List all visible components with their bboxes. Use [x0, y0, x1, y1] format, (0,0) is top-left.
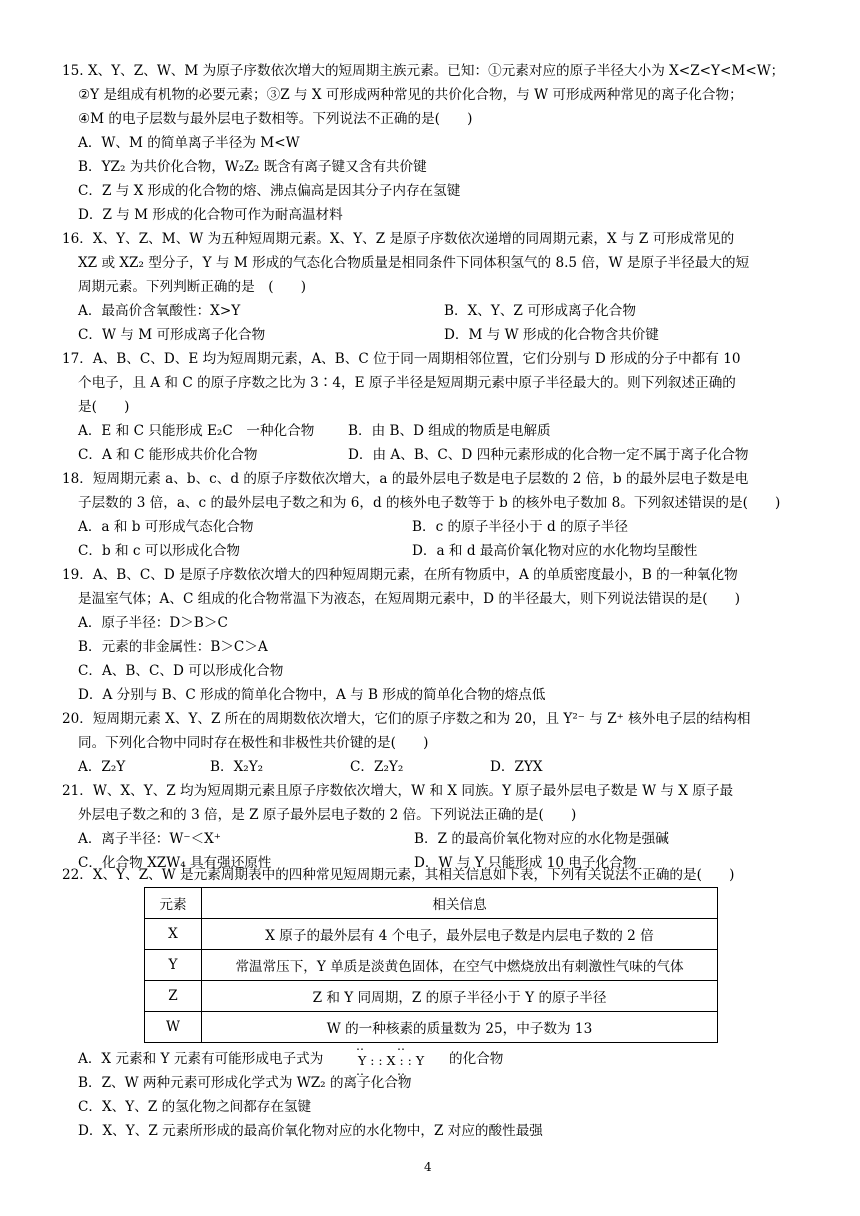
- q17-option-a: A．E 和 C 只能形成 E₂C 一种化合物: [78, 423, 315, 439]
- table-row: [145, 919, 718, 950]
- q19-option-b: B．元素的非金属性：B＞C＞A: [78, 639, 268, 655]
- q20-option-d: D．ZYX: [490, 759, 543, 775]
- page-number: 4: [424, 1160, 432, 1174]
- q16-option-d: D．M 与 W 形成的化合物含共价键: [444, 327, 659, 343]
- table-row: [145, 1012, 718, 1043]
- q19-option-c: C．A、B、C、D 可以形成化合物: [78, 663, 284, 679]
- table-row: [145, 981, 718, 1012]
- q21-line-1: 21．W、X、Y、Z 均为短周期元素且原子序数依次增大，W 和 X 同族。Y 原子最外层电子数是 W 与 X 原子最: [62, 783, 734, 799]
- q15-option-a: A．W、M 的简单离子半径为 M<W: [78, 135, 300, 151]
- q19-line-1: 19．A、B、C、D 是原子序数依次增大的四种短周期元素，在所有物质中，A 的单质密度最小，B 的一种氧化物: [62, 567, 738, 583]
- q16-line-3: 周期元素。下列判断正确的是 ( ): [78, 279, 307, 295]
- q18-option-d: D．a 和 d 最高价氧化物对应的水化物均呈酸性: [412, 543, 698, 559]
- q16-option-b: B．X、Y、Z 可形成离子化合物: [444, 303, 636, 319]
- q18-line-1: 18．短周期元素 a、b、c、d 的原子序数依次增大，a 的最外层电子数是电子层数的 2 倍，b 的最外层电子数是电: [62, 471, 749, 487]
- q20-line-1: 20．短周期元素 X、Y、Z 所在的周期数依次增大，它们的原子序数之和为 20，且 Y²⁻ 与 Z⁺ 核外电子层的结构相: [62, 711, 751, 727]
- q17-option-c: C．A 和 C 能形成共价化合物: [78, 447, 258, 463]
- electron-dots-top: ‥ ‥: [356, 1039, 409, 1053]
- q20-line-2: 同。下列化合物中同时存在极性和非极性共价键的是( ): [78, 735, 429, 751]
- q17-line-1: 17．A、B、C、D、E 均为短周期元素，A、B、C 位于同一周期相邻位置，它们分别与 D 形成的分子中都有 10: [62, 351, 741, 367]
- electron-dots-bottom: ‥ ‥: [356, 1064, 409, 1078]
- table-header-row: [145, 888, 718, 919]
- q17-option-d: D．由 A、B、C、D 四种元素形成的化合物一定不属于离子化合物: [348, 447, 749, 463]
- q21-option-a: A．离子半径：W⁻＜X⁺: [78, 831, 221, 847]
- q16-line-2: XZ 或 XZ₂ 型分子，Y 与 M 形成的气态化合物质量是相同条件下同体积氢气的 8.5 倍，W 是原子半径最大的短: [78, 255, 750, 271]
- q22-option-a-suffix: 的化合物: [449, 1051, 504, 1067]
- q17-line-3: 是( ): [78, 399, 130, 415]
- q20-option-b: B．X₂Y₂: [210, 759, 264, 775]
- q20-option-c: C．Z₂Y₂: [350, 759, 404, 775]
- table-header-cell: 元素: [145, 888, 202, 919]
- q21-option-b: B．Z 的最高价氧化物对应的水化物是强碱: [414, 831, 669, 847]
- q21-option-c: C．化合物 XZW₄ 具有强还原性: [78, 855, 272, 871]
- q19-option-d: D．A 分别与 B、C 形成的简单化合物中，A 与 B 形成的简单化合物的熔点低: [78, 687, 546, 703]
- q22-option-c: C．X、Y、Z 的氢化物之间都存在氢键: [78, 1099, 312, 1115]
- q16-line-1: 16．X、Y、Z、M、W 为五种短周期元素。X、Y、Z 是原子序数依次递增的同周期元素，X 与 Z 可形成常见的: [62, 231, 735, 247]
- q22-option-b: B．Z、W 两种元素可形成化学式为 WZ₂ 的离子化合物: [78, 1075, 412, 1091]
- q19-line-2: 是温室气体；A、C 组成的化合物常温下为液态，在短周期元素中，D 的半径最大，则下列说法错误的是( ): [78, 591, 741, 607]
- q15-line-1: 15. X、Y、Z、W、M 为原子序数依次增大的短周期主族元素。已知：①元素对应的原子半径大小为 X<Z<Y<M<W；: [62, 63, 785, 79]
- q19-option-a: A．原子半径：D＞B＞C: [78, 615, 228, 631]
- q17-option-b: B．由 B、D 组成的物质是电解质: [348, 423, 551, 439]
- q22-line-1: 22．X、Y、Z、W 是元素周期表中的四种常见短周期元素，其相关信息如下表，下列有关说法不正确的是( ): [62, 867, 735, 883]
- table-header-cell: 相关信息: [202, 888, 718, 919]
- electron-formula: Y : : X : : Y: [358, 1053, 425, 1068]
- q21-option-d: D．W 与 Y 只能形成 10 电子化合物: [414, 855, 637, 871]
- element-info-table: [144, 887, 718, 1043]
- table-cell: X: [145, 919, 202, 950]
- q22-option-d: D．X、Y、Z 元素所形成的最高价氧化物对应的水化物中，Z 对应的酸性最强: [78, 1123, 543, 1139]
- q21-line-2: 外层电子数之和的 3 倍，是 Z 原子最外层电子数的 2 倍。下列说法正确的是( ): [78, 807, 577, 823]
- q22-option-a-prefix: A．X 元素和 Y 元素有可能形成电子式为: [78, 1051, 324, 1067]
- table-cell: Y: [145, 950, 202, 981]
- q15-line-3: ④M 的电子层数与最外层电子数相等。下列说法不正确的是( ): [78, 111, 473, 127]
- q15-option-c: C．Z 与 X 形成的化合物的熔、沸点偏高是因其分子内存在氢键: [78, 183, 461, 199]
- q18-line-2: 子层数的 3 倍，a、c 的最外层电子数之和为 6，d 的核外电子数等于 b 的核外电子数加 8。下列叙述错误的是( ): [78, 495, 781, 511]
- q20-option-a: A．Z₂Y: [78, 759, 126, 775]
- q18-option-c: C．b 和 c 可以形成化合物: [78, 543, 241, 559]
- table-cell: W 的一种核素的质量数为 25，中子数为 13: [202, 1012, 718, 1043]
- table-cell: Z 和 Y 同周期，Z 的原子半径小于 Y 的原子半径: [202, 981, 718, 1012]
- q15-option-d: D．Z 与 M 形成的化合物可作为耐高温材料: [78, 207, 343, 223]
- q17-line-2: 个电子，且 A 和 C 的原子序数之比为 3∶4，E 原子半径是短周期元素中原子半径最大的。则下列叙述正确的: [78, 375, 736, 391]
- q15-option-b: B．YZ₂ 为共价化合物，W₂Z₂ 既含有离子键又含有共价键: [78, 159, 427, 175]
- q15-line-2: ②Y 是组成有机物的必要元素；③Z 与 X 可形成两种常见的共价化合物，与 W 可形成两种常见的离子化合物；: [78, 87, 743, 103]
- q16-option-c: C．W 与 M 可形成离子化合物: [78, 327, 266, 343]
- table-cell: X 原子的最外层有 4 个电子，最外层电子数是内层电子数的 2 倍: [202, 919, 718, 950]
- q18-option-a: A．a 和 b 可形成气态化合物: [78, 519, 254, 535]
- table-cell: W: [145, 1012, 202, 1043]
- q16-option-a: A．最高价含氧酸性：X>Y: [78, 303, 241, 319]
- table-row: [145, 950, 718, 981]
- q18-option-b: B．c 的原子半径小于 d 的原子半径: [412, 519, 628, 535]
- table-cell: Z: [145, 981, 202, 1012]
- table-cell: 常温常压下，Y 单质是淡黄色固体，在空气中燃烧放出有刺激性气味的气体: [202, 950, 718, 981]
